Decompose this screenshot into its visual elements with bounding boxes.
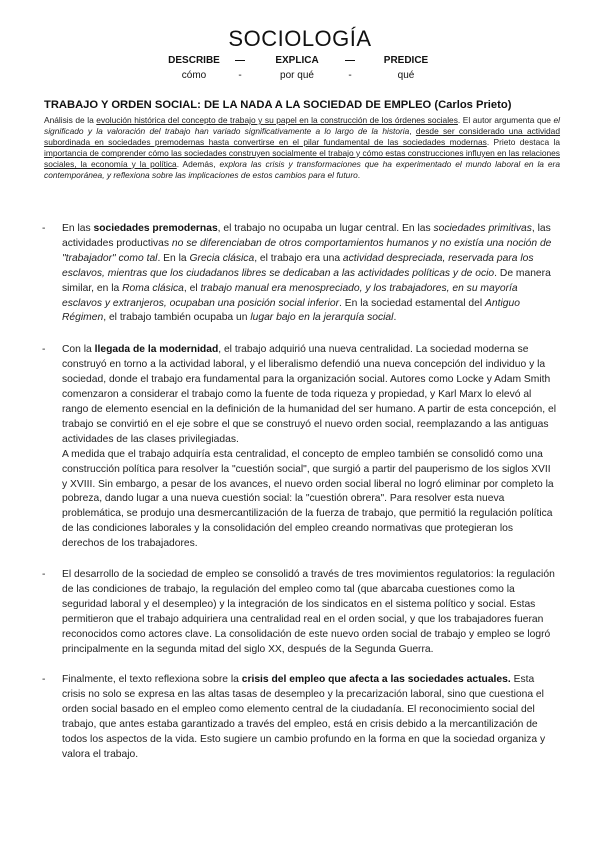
list-item xyxy=(42,673,556,762)
text-run: , el trabajo adquirió una nueva centralidad. La sociedad moderna se construyó en torno a la actividad laboral, y el liberalismo defendió una nueva concepción del individuo y la sociedad, donde el trabajo era fundamental para la organización social. Autores como Locke y Adam Smith comenzaron a considerar el trabajo como la fuente de toda riqueza y propiedad, y Karl Marx lo elevó al rango de elemento esencial en la definición de la humanidad del ser humano. A partir de esta concepción, el trabajo se convirtió en el eje sobre el que se construyó el nuevo orden social, reemplazando a las antiguas actividades de las clases privilegiadas. xyxy=(62,344,557,445)
list-item xyxy=(42,222,556,326)
emphasis-italic: trabajo manual era menospreciado, y los trabajadores, en su mayoría esclavos y extranjeros, ocupaban una posición social inferior xyxy=(62,282,518,309)
list-item-paragraph xyxy=(62,448,556,552)
text-run: . Prieto destaca la xyxy=(486,136,560,147)
text-run: , el trabajo también ocupaba un xyxy=(103,312,251,324)
list-item-paragraph xyxy=(62,568,556,657)
emphasis-italic: Grecia clásica xyxy=(189,252,255,264)
text-run: , el xyxy=(183,282,201,294)
emphasis-bold: llegada de la modernidad xyxy=(94,344,219,356)
list-item xyxy=(42,568,556,657)
text-run: , las actividades productivas xyxy=(62,223,551,249)
emphasis-underline: evolución histórica del concepto de trabajo y su papel en la construcción de los órdenes sociales xyxy=(96,115,458,125)
emphasis-bold: sociedades premodernas xyxy=(93,223,218,234)
emphasis-bold: crisis del empleo que afecta a las sociedades actuales. xyxy=(241,674,511,686)
emphasis-italic: Roma clásica xyxy=(122,282,184,294)
text-run: . En la xyxy=(157,252,190,264)
bullet-dash: - xyxy=(42,674,46,686)
emphasis-italic: no se diferenciaban de otros comportamientos humanos y no existía una noción de "trabajador" como tal xyxy=(62,237,552,264)
page-title: SOCIOLOGÍA xyxy=(228,26,372,51)
text-run: Finalmente, el texto reflexiona sobre la xyxy=(62,674,242,686)
list-item-paragraph xyxy=(62,343,556,447)
scheme-dash: - xyxy=(348,70,352,81)
emphasis-italic: explora las crisis y transformaciones que ha experimentado el mundo laboral en la era contemporánea, y reflexiona sobre las implicaciones de estos cambios para el futuro xyxy=(44,158,560,180)
text-run: Análisis de la xyxy=(44,115,97,125)
emphasis-italic: el significado y la valoración del trabajo han variado significativamente a lo largo de la historia xyxy=(44,115,560,136)
text-run: , xyxy=(409,125,416,136)
emphasis-italic: Antiguo Régimen xyxy=(62,297,520,324)
emphasis-italic: actividad despreciada, reservada para los esclavos, mientras que los ciudadanos libres se dedicaban a las actividades políticas y de ocio xyxy=(62,252,534,279)
list-item-paragraph xyxy=(62,222,556,326)
text-run: Con la xyxy=(62,344,95,356)
emphasis-underline: importancia de comprender cómo las sociedades construyen socialmente el trabajo y cómo estas construcciones influyen en las relaciones sociales, la economía y la política xyxy=(44,147,560,169)
abstract-paragraph xyxy=(44,115,560,180)
text-run: . Además, xyxy=(176,158,220,169)
text-run: En las xyxy=(62,223,94,234)
describe-explain-predict-scheme xyxy=(0,55,600,85)
scheme-dash: — xyxy=(345,55,355,66)
bullet-dash: - xyxy=(42,344,46,356)
text-run: . De manera similar, en la xyxy=(62,267,551,294)
emphasis-italic: sociedades primitivas xyxy=(433,223,532,234)
bullet-dash: - xyxy=(42,569,46,581)
text-run: , el trabajo no ocupaba un lugar central. En las xyxy=(217,223,434,234)
list-item-paragraph xyxy=(62,673,556,762)
section-heading: TRABAJO Y ORDEN SOCIAL: DE LA NADA A LA SOCIEDAD DE EMPLEO (Carlos Prieto) xyxy=(44,99,512,111)
text-run: . En la sociedad estamental del xyxy=(339,297,485,309)
emphasis-underline: desde ser considerado una actividad subordinada en sociedades premodernas hasta convertirse en el pilar fundamental de las sociedades modernas xyxy=(44,125,561,147)
list-item xyxy=(42,343,557,552)
text-run: Esta crisis no solo se expresa en las altas tasas de desempleo y la precarización laboral, sino que cuestiona el orden social basado en el empleo como elemento central de la ciudadanía. El reconocimiento social del trabajo, que antes estaba garantizado a través del empleo, está en crisis debido a la mercantilización de todos los aspectos de la vida. Esto sugiere un cambio profundo en la forma en que la sociedad organiza y valora el trabajo. xyxy=(62,674,546,760)
scheme-why: por qué xyxy=(280,70,314,81)
scheme-dash: — xyxy=(235,55,245,66)
scheme-dash: - xyxy=(238,70,242,81)
scheme-explain: EXPLICA xyxy=(275,55,319,66)
text-run: A medida que el trabajo adquiría esta centralidad, el concepto de empleo también se consolidó como una construcción política para resolver la "cuestión social", que surgió a partir del pauperismo de los siglos XVII y XVIII. Sin embargo, a pesar de los avances, el nuevo orden social liberal no logró eliminar por completo la pobreza, dando lugar a una nueva cuestión social: la "cuestión obrera". Para resolver esta nueva problemática, se produjo una desmercantilización de la fuerza de trabajo, que permitió la regulación política de las condiciones laborales y la consolidación del empleo creando normativas que protegieran los derechos de los trabajadores. xyxy=(62,448,554,550)
bullet-dash: - xyxy=(42,223,46,234)
text-run: El desarrollo de la sociedad de empleo se consolidó a través de tres movimientos regulatorios: la regulación de las condiciones de trabajo, la regulación del empleo como tal (que abarcaba cuestiones como la seguridad laboral y el desempleo) y la integración de los sindicatos en el sistema político y social. Estas permitieron que el trabajo adquiriera una centralidad real en el orden social, y que los trabajadores fueran reconocidos como actores clave. La consolidación de este nuevo orden social de trabajo y empleo se logró principalmente en la segunda mitad del siglo XX, después de la Segunda Guerra. xyxy=(62,569,555,655)
emphasis-italic: lugar bajo en la jerarquía social xyxy=(250,312,394,324)
scheme-describe: DESCRIBE xyxy=(168,55,220,66)
text-run: . xyxy=(393,312,397,324)
bullet-list xyxy=(42,222,557,763)
text-run: , el trabajo era una xyxy=(254,252,343,264)
text-run: . El autor argumenta que xyxy=(457,115,554,125)
scheme-how: cómo xyxy=(181,70,207,81)
scheme-predict: PREDICE xyxy=(383,55,429,66)
text-run: . xyxy=(357,169,361,180)
scheme-what: qué xyxy=(397,70,415,81)
